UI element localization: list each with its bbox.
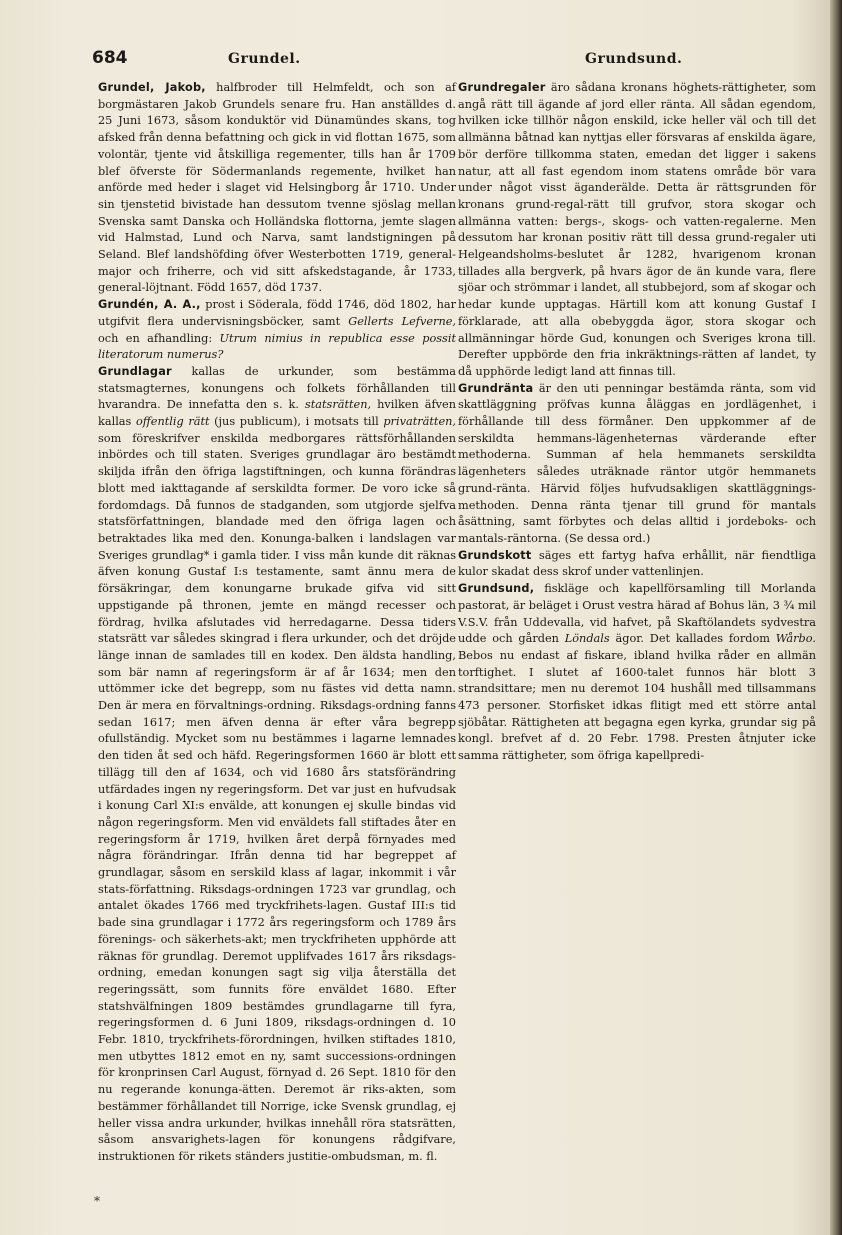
- entry-text: äro sådana kronans höghets-rättigheter, som angå rätt till ägande af jord eller ränta. All sådan egendom, hvilken icke tillhör någon enskild, icke heller väl och till det allmänna båtnad kan nyttjas eller försvaras af enskilda ägare, bör derföre tillkomma staten, emedan det ligger i sakens natur, att all fast egendom inom statens område bör vara under något visst äganderälde. Detta är rättsgrunden för kronans grund-regal-rätt till grufvor, stora skogar och allmänna vatten: bergs-, skogs- och vatten-regalerne. Men dessutom har kronan positiv rätt till dessa grund-regaler uti Helgeandsholms-beslutet år 1282, hvarigenom kronan tillades alla bergverk, på hvars ägor de än kunde vara, flere sjöar och strömmar i landet, all stubbejord, som af skogar och hedar kunde upptagas. Härtill kom att konung Gustaf I förklarade, att alla obebyggda ägor, stora skogar och allmänningar hörde Gud, konungen och Sveriges krona till. Derefter uppbörde den fria inkräktnings-rätten af landet, ty då upphörde ledigt land att finnas till.: [458, 81, 816, 378]
- entry-text: halfbroder till Helmfeldt, och son af borgmästaren Jakob Grundels senare fru. Han anställdes d. 25 Juni 1673, såsom konduktör vid Dünamündes skans, tog afsked från denna befattning och gick in vid flottan 1675, som volontär, tjente vid åtskilliga regementer, tills han år 1709 blef öfverste för Södermanlands regemente, hvilket han anförde med heder i slaget vid Helsingborg år 1710. Under sin tjenstetid bivistade han dessutom tvenne sjöslag mellan Svenska samt Danska och Holländska flottorna, jemte slagen vid Halmstad, Lund och Narva, samt landstigningen på Seland. Blef landshöfding öfver Westerbotten 1719, general-major och friherre, och vid sitt afskedstagande, år 1733, general-löjtnant. Född 1657, död 1737.: [98, 81, 456, 295]
- entry-text: Bebos nu endast af fiskare, ibland hvilka råder en allmän torftighet. I slutet af 1600-talet funnos här blott 3 strandsittare; men nu deremot 104 hushåll med tillsammans 473 personer. Storfisket idkas flitigt med ett större antal sjöbåtar. Rättigheten att begagna egen kyrka, grundar sig på kongl. brefvet af d. 20 Febr. 1798. Presten åtnjuter icke samma rättigheter, som öfriga kapellpredi-: [458, 648, 816, 763]
- page-header: [92, 48, 812, 78]
- entry-italic: Gellerts Lefverne,: [348, 314, 456, 328]
- entry-text: fiskläge och kapellförsamling till Morlanda pastorat, är beläget i Orust vestra härad af Bohus län, 3 ¾ mil V.S.V. från Uddevalla, vid hafvet, på Skaftölandets sydvestra udde och gården: [458, 582, 816, 646]
- entry-grunden: [98, 297, 456, 364]
- entry-grundranta: [458, 381, 816, 548]
- entry-text: och en afhandling:: [98, 331, 220, 345]
- headword: Grundén, A. A.,: [98, 298, 201, 312]
- entry-text: som föreskrifver enskilda medborgares rättsförhållanden inbördes och till staten. Sveriges grundlagar äro bestämdt skiljda ifrån den öfriga lagstiftningen, och kunna förändras blott med iakttagande af serskildta former. De voro icke så fordomdags. Då funnos de stadganden, som utgjorde sjelfva statsförfattningen, blandade med den öfriga lagen och betraktades lika med den. Konunga-balken i landslagen var Sveriges grundlag* i gamla tider. I viss mån kunde dit räknas äfven konung Gustaf I:s testamente, samt ännu mera de försäkringar, dem konungarne brukade gifva vid sitt uppstigande på thronen, jemte en mängd recesser och fördrag, hvilka afslutades vid herredagarne. Dessa tiders statsrätt var således skingrad i flera urkunder, och det dröjde länge innan de samlades till en kodex. Den äldsta handling, som bär namn af regeringsform är af år 1634; men den uttömmer icke det begrepp, som nu fästes vid detta namn. Den är mera en förvaltnings-ordning. Riksdags-ordning fanns sedan 1617; men äfven denna är efter våra begrepp ofullständig. Mycket som nu bestämmes i lagarne lemnades den tiden åt sed och häfd. Regeringsformen 1660 är blott ett tillägg till den af 1634, och vid 1680 års statsförändring utfärdades ingen ny regeringsform. Det var just en hufvudsak i konung Carl XI:s envälde, att konungen ej skulle bindas vid någon regeringsform. Men vid enväldets fall stiftades åter en regeringsform år 1719, hvilken året derpå förnyades med några förändringar. Ifrån denna tid har begreppet af grundlagar, såsom en serskild klass af lagar, inkommit i vår stats-författning. Riksdags-ordningen 1723 var grundlag, och antalet ökades 1766 med tryckfrihets-lagen. Gustaf III:s tid bade sina grundlagar i 1772 års regeringsform och 1789 års förenings- och säkerhets-akt; men tryckfriheten upphörde att räknas för grundlag. Deremot upplifvades 1617 års riksdags-ordning, emedan konungen sagt sig vilja återställa det regeringssätt, som funnits före enväldet 1680. Efter statshvälfningen 1809 bestämdes grundlagarne till fyra, regeringsformen d. 6 Juni 1809, riksdags-ordningen d. 10 Febr. 1810, tryckfrihets-förordningen, hvilken stiftades 1810, men utbyttes 1812 emot en ny, samt successions-ordningen för kronprinsen Carl August, förnyad d. 26 Sept. 1810 för den nu regerande konunga-ätten. Deremot är riks-akten, som bestämmer förhållandet till Norrige, icke Svensk grundlag, ej heller vissa andra urkunder, hvilkas innehåll röra statsrätten, såsom ansvarighets-lagen för konungens rådgifvare, instruktionen för rikets ständers justitie-ombudsman, m. fl.: [98, 431, 456, 1163]
- entry-text: prost i Söderala, född 1746, död 1802, har utgifvit flera undervisningsböcker, samt: [98, 298, 456, 328]
- entry-grundsund: [458, 581, 816, 765]
- running-head-left: Grundel.: [228, 51, 301, 67]
- entry-text: kallas de urkunder, som bestämma statsmagternes, konungens och folkets förhållanden till hvarandra. De innefatta den s. k.: [98, 364, 456, 412]
- entry-italic: statsrätten,: [304, 398, 372, 412]
- page-number: 684: [92, 48, 128, 68]
- entry-text: är den uti penningar bestämda ränta, som vid skattläggning pröfvas kunna åläggas en jordlägenhet, i förhållande till dess förmåner. Den uppkommer af de serskildta hemmans-lägenheternas värderande efter methoderna. Summan af hela hemmanets serskildta lägenheters således uträknade räntor utgör hemmanets grund-ränta. Härvid följes hufvudsakligen skattläggnings-methoden. Denna ränta tjenar till grund för mantals åsättning, samt förbytes och delas alltid i jordeboks- och mantals-räntorna. (Se dessa ord.): [458, 381, 816, 545]
- headword: Grundregaler: [458, 81, 546, 94]
- entry-italic: Löndals: [564, 632, 610, 646]
- entry-italic: Wårbo.: [775, 632, 816, 646]
- entry-text: säges ett fartyg hafva erhållit, när fiendtliga kulor skadat dess skrof under vattenlinjen.: [458, 548, 816, 579]
- entry-text: hvilken äfven kallas: [98, 398, 456, 429]
- entry-text: ägor. Det kallades fordom: [609, 632, 776, 646]
- entry-grundlagar: [98, 364, 456, 1166]
- headword: Grundel, Jakob,: [98, 81, 206, 94]
- column-left: [98, 80, 456, 1166]
- headword: Grundlagar: [98, 364, 172, 378]
- headword: Grundränta: [458, 381, 534, 395]
- entry-text: (jus publicum), i motsats till: [209, 415, 384, 429]
- headword: Grundsund,: [458, 582, 535, 596]
- entry-italic: privaträtten,: [383, 415, 456, 429]
- column-right: [458, 80, 816, 765]
- headword: Grundskott: [458, 548, 532, 562]
- running-head-right: Grundsund.: [585, 51, 683, 67]
- entry-italic: Utrum nimius in republica esse possit literatorum numerus?: [98, 331, 456, 362]
- margin-mark: *: [94, 1194, 100, 1208]
- entry-italic: offentlig rätt: [135, 415, 210, 429]
- book-spine-edge: [830, 0, 842, 1235]
- entry-grundskott: [458, 548, 816, 581]
- entry-grundregaler: [458, 80, 816, 381]
- entry-grundel-jakob: [98, 80, 456, 297]
